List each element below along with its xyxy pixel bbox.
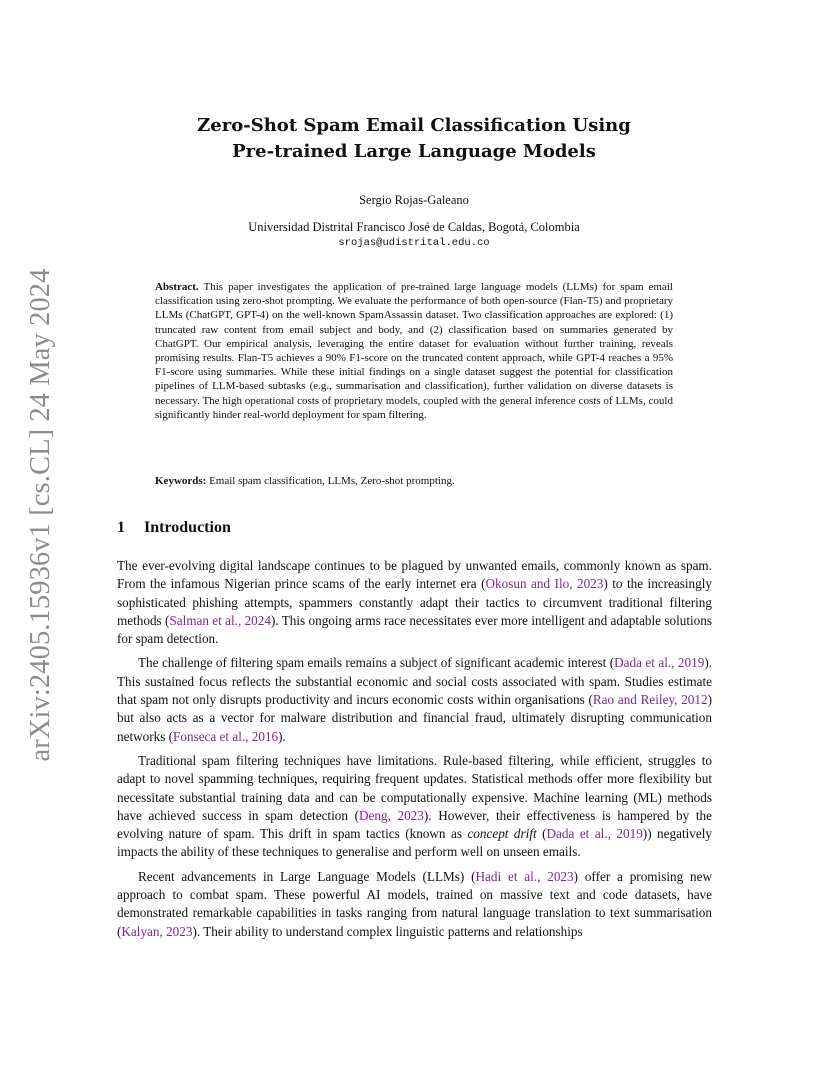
- text-run: The ever-evolving digital landscape continues to be plagued by unwanted emails, commonly known as spam. From the infamous Nigerian prince scams of the early internet era (: [117, 558, 712, 592]
- text-run: ) offer a promising new approach to combat spam. These powerful AI models, trained on massive text and code datasets, have demonstrated remarkable capabilities in tasks ranging from natural language translation to text summarisation (: [117, 868, 712, 939]
- citation-link[interactable]: Okosun and Ilo, 2023: [485, 576, 604, 592]
- keywords-text: Email spam classification, LLMs, Zero-shot prompting.: [209, 475, 455, 487]
- title-line-2: Pre-trained Large Language Models: [232, 141, 596, 162]
- text-run: ). However, their effectiveness is hampered by the evolving nature of spam. This drift in spam tactics (known as: [117, 807, 712, 842]
- citation-link[interactable]: Rao and Reiley, 2012: [592, 692, 708, 708]
- abstract-label: Abstract.: [155, 281, 199, 293]
- citation-link[interactable]: Fonseca et al., 2016: [173, 728, 279, 744]
- text-run: )) negatively impacts the ability of these techniques to generalise and perform well on unseen emails.: [117, 826, 712, 860]
- section-number: 1: [117, 519, 125, 536]
- citation-link[interactable]: Dada et al., 2019: [546, 826, 643, 842]
- citation-link[interactable]: Deng, 2023: [358, 807, 424, 823]
- paragraph-3: [117, 752, 712, 862]
- author-email: srojas@udistrital.edu.co: [338, 237, 490, 249]
- affiliation-block: [0, 219, 828, 251]
- text-run: ).: [278, 728, 286, 744]
- paragraph-4: [117, 868, 712, 941]
- text-run: Traditional spam filtering techniques have limitations. Rule-based filtering, while efficient, struggles to adapt to novel spamming techniques, requiring frequent updates. Statistical methods offer more flexibility but necessitate substantial training data and can be computationally expensive. Machine learning (ML) methods have achieved success in spam detection (: [117, 752, 712, 823]
- text-run: ). This sustained focus reflects the substantial economic and social costs associated with spam. Studies estimate that spam not only disrupts productivity and incurs economic costs within organisations (: [117, 655, 713, 708]
- paper-title: [0, 113, 828, 165]
- citation-link[interactable]: Hadi et al., 2023: [475, 868, 574, 884]
- abstract-text: This paper investigates the application of pre-trained large language models (LLMs) for spam email classification using zero-shot prompting. We evaluate the performance of both open-source (Flan-T5) and proprietary LLMs (ChatGPT, GPT-4) on the well-known SpamAssassin dataset. Two classification approaches are explored: (1) truncated raw content from email subject and body, and (2) classification based on summaries generated by ChatGPT. Our empirical analysis, leveraging the entire dataset for evaluation without further training, reveals promising results. Flan-T5 achieves a 90% F1-score on the truncated content approach, while GPT-4 reaches a 95% F1-score using summaries. While these initial findings on a single dataset suggest the potential for classification pipelines of LLM-based subtasks (e.g., summarisation and classification), further validation on diverse datasets is necessary. The high operational costs of proprietary models, coupled with the general inference costs of LLMs, could significantly hinder real-world deployment for spam filtering.: [155, 281, 673, 421]
- title-line-1: Zero-Shot Spam Email Classification Using: [197, 115, 631, 136]
- keywords: [155, 474, 673, 488]
- section-title: Introduction: [144, 519, 231, 536]
- body-text: [117, 557, 712, 947]
- affiliation: Universidad Distrital Francisco José de Caldas, Bogotá, Colombia: [248, 220, 580, 234]
- text-run: ). This ongoing arms race necessitates ever more intelligent and adaptable solutions for spam detection.: [117, 612, 712, 647]
- text-run: (: [536, 826, 547, 842]
- paragraph-1: [117, 557, 712, 648]
- citation-link[interactable]: Salman et al., 2024: [169, 612, 271, 628]
- arxiv-side-stamp: arXiv:2405.15936v1 [cs.CL] 24 May 2024: [25, 268, 56, 762]
- paragraph-2: [117, 654, 712, 745]
- text-run: Recent advancements in Large Language Models (LLMs) (: [138, 868, 476, 884]
- text-run: ) to the increasingly sophisticated phishing attempts, spammers constantly adapt their tactics to circumvent traditional filtering methods (: [117, 576, 712, 628]
- emphasis-term: concept drift: [467, 826, 537, 842]
- section-heading: [117, 519, 231, 537]
- text-run: The challenge of filtering spam emails remains a subject of significant academic interest (: [138, 655, 615, 671]
- author-name: Sergio Rojas-Galeano: [359, 193, 469, 207]
- text-run: ) but also acts as a vector for malware distribution and financial fraud, ultimately disrupting communication networks (: [117, 692, 712, 744]
- keywords-label: Keywords:: [155, 475, 207, 487]
- citation-link[interactable]: Dada et al., 2019: [614, 655, 705, 671]
- citation-link[interactable]: Kalyan, 2023: [121, 923, 193, 939]
- abstract: [155, 280, 673, 422]
- text-run: ). Their ability to understand complex linguistic patterns and relationships: [192, 923, 583, 939]
